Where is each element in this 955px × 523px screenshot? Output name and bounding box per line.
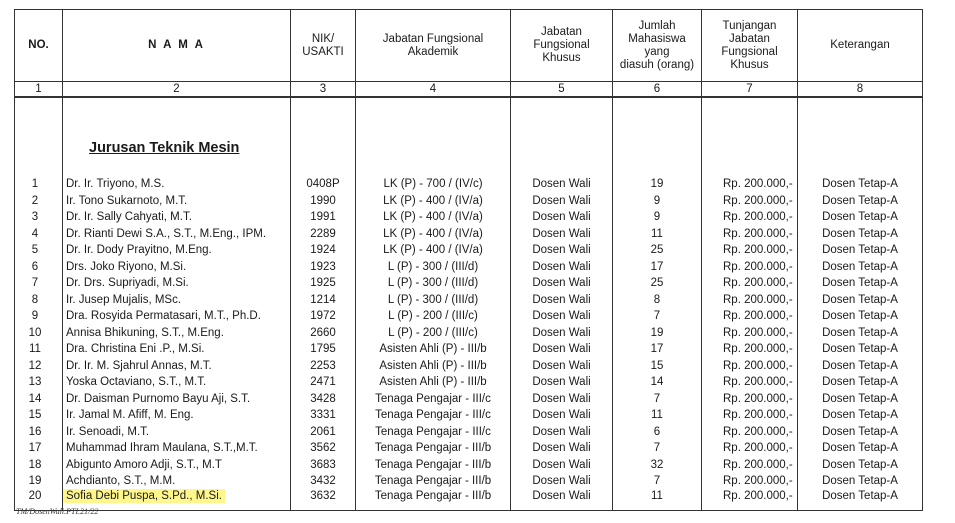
row-number: 7 [15,275,63,292]
department-cell [63,97,291,176]
row-number: 8 [15,292,63,309]
jumlah-mahasiswa: 7 [613,440,702,457]
lecturer-name: Dr. Rianti Dewi S.A., S.T., M.Eng., IPM. [63,226,291,243]
jumlah-mahasiswa: 11 [613,407,702,424]
row-number: 13 [15,374,63,391]
lecturer-name: Achdianto, S.T., M.M. [63,473,291,490]
tunjangan-amount: Rp. 200.000,- [702,259,798,276]
jumlah-mahasiswa: 32 [613,457,702,474]
table-row [15,259,923,276]
jumlah-mahasiswa: 17 [613,259,702,276]
jabatan-akademik: L (P) - 300 / (III/d) [356,292,511,309]
tunjangan-amount: Rp. 200.000,- [702,308,798,325]
table-row [15,341,923,358]
nik-usakti: 3432 [291,473,356,490]
keterangan: Dosen Tetap-A [798,358,923,375]
header-nama: N A M A [63,10,291,82]
department-heading: Jurusan Teknik Mesin [89,140,240,156]
header-tunjangan: Tunjangan Jabatan Fungsional Khusus [702,10,798,82]
jabatan-khusus: Dosen Wali [511,176,613,193]
tunjangan-amount: Rp. 200.000,- [702,275,798,292]
jumlah-mahasiswa: 25 [613,275,702,292]
keterangan: Dosen Tetap-A [798,407,923,424]
jabatan-khusus: Dosen Wali [511,358,613,375]
nik-usakti: 3632 [291,490,356,511]
column-number: 2 [63,82,291,98]
tunjangan-amount: Rp. 200.000,- [702,242,798,259]
nik-usakti: 1925 [291,275,356,292]
keterangan: Dosen Tetap-A [798,440,923,457]
jumlah-mahasiswa: 7 [613,308,702,325]
jabatan-khusus: Dosen Wali [511,325,613,342]
tunjangan-amount: Rp. 200.000,- [702,424,798,441]
jumlah-mahasiswa: 9 [613,209,702,226]
table-row [15,424,923,441]
empty-cell [702,97,798,176]
jabatan-khusus: Dosen Wali [511,275,613,292]
nik-usakti: 3331 [291,407,356,424]
empty-cell [15,97,63,176]
nik-usakti: 1972 [291,308,356,325]
jabatan-khusus: Dosen Wali [511,308,613,325]
jabatan-akademik: L (P) - 200 / (III/c) [356,308,511,325]
tunjangan-amount: Rp. 200.000,- [702,176,798,193]
jabatan-khusus: Dosen Wali [511,242,613,259]
column-number: 6 [613,82,702,98]
tunjangan-amount: Rp. 200.000,- [702,209,798,226]
jumlah-mahasiswa: 25 [613,242,702,259]
lecturer-name: Ir. Senoadi, M.T. [63,424,291,441]
jabatan-khusus: Dosen Wali [511,391,613,408]
table-row [15,374,923,391]
row-number: 4 [15,226,63,243]
jumlah-mahasiswa: 8 [613,292,702,309]
jabatan-akademik: Tenaga Pengajar - III/b [356,440,511,457]
tunjangan-amount: Rp. 200.000,- [702,226,798,243]
row-number: 17 [15,440,63,457]
keterangan: Dosen Tetap-A [798,457,923,474]
keterangan: Dosen Tetap-A [798,259,923,276]
header-nik: NIK/ USAKTI [291,10,356,82]
table-row [15,176,923,193]
jumlah-mahasiswa: 19 [613,325,702,342]
header-row [15,10,923,82]
nik-usakti: 1214 [291,292,356,309]
row-number: 16 [15,424,63,441]
lecturer-name: Dra. Christina Eni .P., M.Si. [63,341,291,358]
table-row [15,325,923,342]
table-row [15,457,923,474]
jabatan-akademik: L (P) - 200 / (III/c) [356,325,511,342]
row-number: 9 [15,308,63,325]
row-number: 3 [15,209,63,226]
table-row [15,292,923,309]
keterangan: Dosen Tetap-A [798,325,923,342]
column-number-row [15,82,923,98]
jabatan-khusus: Dosen Wali [511,226,613,243]
lecturer-name: Dr. Daisman Purnomo Bayu Aji, S.T. [63,391,291,408]
nik-usakti: 3428 [291,391,356,408]
row-number: 15 [15,407,63,424]
empty-cell [798,97,923,176]
keterangan: Dosen Tetap-A [798,193,923,210]
header-keterangan: Keterangan [798,10,923,82]
jabatan-khusus: Dosen Wali [511,259,613,276]
jabatan-khusus: Dosen Wali [511,292,613,309]
nik-usakti: 1990 [291,193,356,210]
table-row [15,308,923,325]
lecturer-name: Ir. Tono Sukarnoto, M.T. [63,193,291,210]
nik-usakti: 1991 [291,209,356,226]
lecturer-table [14,9,923,511]
column-number: 3 [291,82,356,98]
keterangan: Dosen Tetap-A [798,391,923,408]
table-row [15,391,923,408]
nik-usakti: 2471 [291,374,356,391]
jabatan-akademik: Tenaga Pengajar - III/b [356,490,511,511]
jabatan-khusus: Dosen Wali [511,457,613,474]
row-number: 20 [15,490,63,511]
keterangan: Dosen Tetap-A [798,226,923,243]
header-jumlah-mahasiswa: Jumlah Mahasiswa yang diasuh (orang) [613,10,702,82]
jumlah-mahasiswa: 7 [613,473,702,490]
jabatan-akademik: Asisten Ahli (P) - III/b [356,358,511,375]
keterangan: Dosen Tetap-A [798,490,923,511]
jabatan-khusus: Dosen Wali [511,374,613,391]
row-number: 19 [15,473,63,490]
jabatan-akademik: LK (P) - 400 / (IV/a) [356,193,511,210]
table-row [15,473,923,490]
table-row [15,275,923,292]
jabatan-akademik: LK (P) - 400 / (IV/a) [356,226,511,243]
lecturer-name: Muhammad Ihram Maulana, S.T.,M.T. [63,440,291,457]
jabatan-akademik: Tenaga Pengajar - III/c [356,424,511,441]
column-number: 7 [702,82,798,98]
lecturer-name: Annisa Bhikuning, S.T., M.Eng. [63,325,291,342]
row-number: 14 [15,391,63,408]
lecturer-name: Drs. Joko Riyono, M.Si. [63,259,291,276]
tunjangan-amount: Rp. 200.000,- [702,193,798,210]
jabatan-khusus: Dosen Wali [511,193,613,210]
jabatan-akademik: Tenaga Pengajar - III/c [356,407,511,424]
keterangan: Dosen Tetap-A [798,341,923,358]
tunjangan-amount: Rp. 200.000,- [702,473,798,490]
footer-code: TM/DosenWali.PTI.21/22 [16,507,99,516]
nik-usakti: 3683 [291,457,356,474]
row-number: 18 [15,457,63,474]
lecturer-name: Dr. Ir. Sally Cahyati, M.T. [63,209,291,226]
nik-usakti: 2061 [291,424,356,441]
jabatan-akademik: LK (P) - 400 / (IV/a) [356,242,511,259]
lecturer-name: Dr. Ir. Triyono, M.S. [63,176,291,193]
row-number: 5 [15,242,63,259]
jabatan-akademik: Asisten Ahli (P) - III/b [356,374,511,391]
document-sheet [14,9,922,500]
jabatan-khusus: Dosen Wali [511,407,613,424]
nik-usakti: 0408P [291,176,356,193]
tunjangan-amount: Rp. 200.000,- [702,374,798,391]
jumlah-mahasiswa: 7 [613,391,702,408]
jabatan-akademik: LK (P) - 700 / (IV/c) [356,176,511,193]
nik-usakti: 3562 [291,440,356,457]
keterangan: Dosen Tetap-A [798,308,923,325]
header-jabatan-akademik: Jabatan Fungsional Akademik [356,10,511,82]
lecturer-name: Dr. Ir. Dody Prayitno, M.Eng. [63,242,291,259]
empty-cell [613,97,702,176]
row-number: 10 [15,325,63,342]
table-row [15,490,923,511]
jabatan-khusus: Dosen Wali [511,440,613,457]
row-number: 6 [15,259,63,276]
jumlah-mahasiswa: 11 [613,226,702,243]
table-body [15,97,923,510]
nik-usakti: 2660 [291,325,356,342]
lecturer-name: Dr. Ir. M. Sjahrul Annas, M.T. [63,358,291,375]
row-number: 2 [15,193,63,210]
keterangan: Dosen Tetap-A [798,473,923,490]
column-number: 4 [356,82,511,98]
table-row [15,242,923,259]
department-row [15,97,923,176]
column-number: 8 [798,82,923,98]
tunjangan-amount: Rp. 200.000,- [702,407,798,424]
nik-usakti: 2253 [291,358,356,375]
tunjangan-amount: Rp. 200.000,- [702,325,798,342]
table-row [15,440,923,457]
keterangan: Dosen Tetap-A [798,242,923,259]
keterangan: Dosen Tetap-A [798,374,923,391]
jumlah-mahasiswa: 15 [613,358,702,375]
keterangan: Dosen Tetap-A [798,292,923,309]
jumlah-mahasiswa: 6 [613,424,702,441]
nik-usakti: 1795 [291,341,356,358]
highlighted-name: Sofia Debi Puspa, S.Pd., M.Si. [63,489,225,503]
lecturer-name: Ir. Jusep Mujalis, MSc. [63,292,291,309]
keterangan: Dosen Tetap-A [798,176,923,193]
tunjangan-amount: Rp. 200.000,- [702,358,798,375]
jabatan-akademik: Asisten Ahli (P) - III/b [356,341,511,358]
header-jabatan-khusus: Jabatan Fungsional Khusus [511,10,613,82]
jabatan-akademik: Tenaga Pengajar - III/b [356,457,511,474]
empty-cell [291,97,356,176]
jumlah-mahasiswa: 14 [613,374,702,391]
table-row [15,407,923,424]
keterangan: Dosen Tetap-A [798,424,923,441]
lecturer-name: Dra. Rosyida Permatasari, M.T., Ph.D. [63,308,291,325]
lecturer-name: Abigunto Amoro Adji, S.T., M.T [63,457,291,474]
keterangan: Dosen Tetap-A [798,275,923,292]
jumlah-mahasiswa: 9 [613,193,702,210]
nik-usakti: 2289 [291,226,356,243]
empty-cell [356,97,511,176]
jabatan-khusus: Dosen Wali [511,341,613,358]
jabatan-akademik: L (P) - 300 / (III/d) [356,259,511,276]
row-number: 12 [15,358,63,375]
tunjangan-amount: Rp. 200.000,- [702,440,798,457]
tunjangan-amount: Rp. 200.000,- [702,391,798,408]
jumlah-mahasiswa: 19 [613,176,702,193]
table-row [15,209,923,226]
lecturer-name: Dr. Drs. Supriyadi, M.Si. [63,275,291,292]
tunjangan-amount: Rp. 200.000,- [702,457,798,474]
tunjangan-amount: Rp. 200.000,- [702,490,798,511]
jumlah-mahasiswa: 17 [613,341,702,358]
lecturer-name: Ir. Jamal M. Afiff, M. Eng. [63,407,291,424]
nik-usakti: 1924 [291,242,356,259]
row-number: 11 [15,341,63,358]
header-no: NO. [15,10,63,82]
jabatan-akademik: Tenaga Pengajar - III/c [356,391,511,408]
jabatan-khusus: Dosen Wali [511,209,613,226]
jabatan-akademik: LK (P) - 400 / (IV/a) [356,209,511,226]
table-row [15,358,923,375]
empty-cell [511,97,613,176]
column-number: 5 [511,82,613,98]
tunjangan-amount: Rp. 200.000,- [702,292,798,309]
table-row [15,226,923,243]
keterangan: Dosen Tetap-A [798,209,923,226]
jabatan-khusus: Dosen Wali [511,424,613,441]
jabatan-akademik: L (P) - 300 / (III/d) [356,275,511,292]
lecturer-name: Yoska Octaviano, S.T., M.T. [63,374,291,391]
jabatan-khusus: Dosen Wali [511,490,613,511]
jabatan-akademik: Tenaga Pengajar - III/b [356,473,511,490]
tunjangan-amount: Rp. 200.000,- [702,341,798,358]
row-number: 1 [15,176,63,193]
jabatan-khusus: Dosen Wali [511,473,613,490]
table-row [15,193,923,210]
column-number: 1 [15,82,63,98]
nik-usakti: 1923 [291,259,356,276]
jumlah-mahasiswa: 11 [613,490,702,511]
